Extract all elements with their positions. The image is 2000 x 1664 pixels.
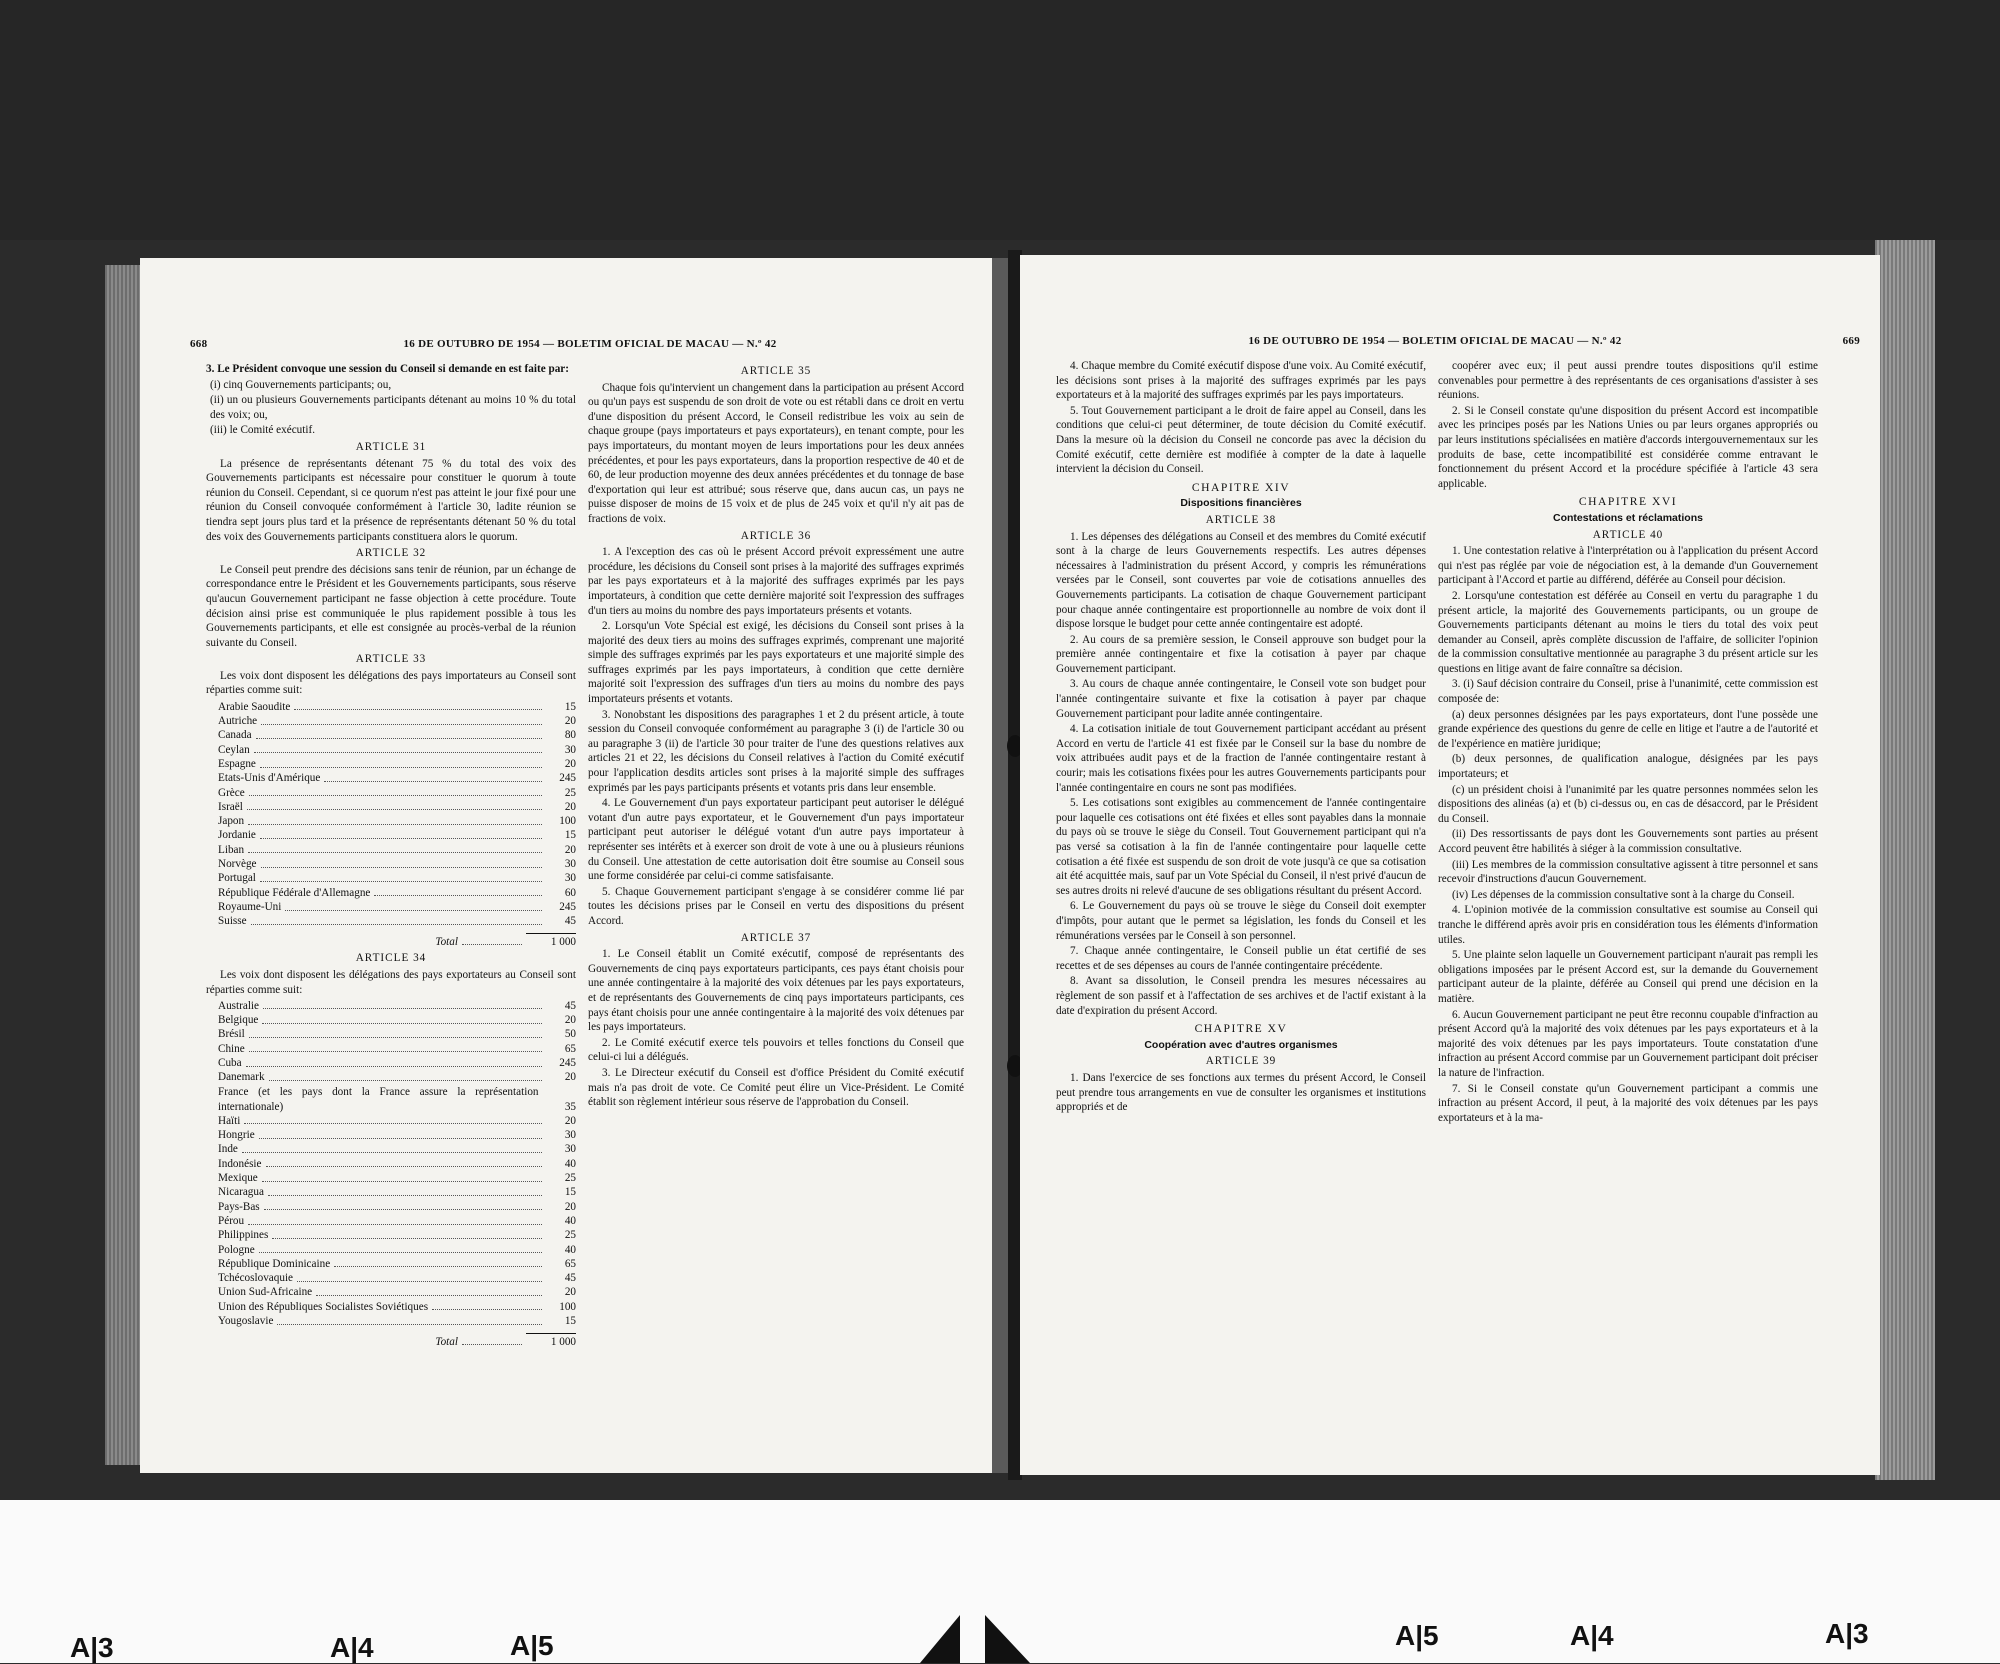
paragraphs [1438,359,1818,491]
vote-row [206,714,576,728]
paragraph: 1. Les dépenses des délégations au Conseil et des membres du Comité exécutif sont à la charge de leurs Gouvernements respectifs. Les autres dépenses nécessaires à l'administration du présent Accord, y compris les rémunérations versées par le Conseil, sont couvertes par voie de cotisations annuelles des Gouvernements participants. La cotisation de chaque Gouvernement participant pour chaque année contingentaire est proportionnelle au nombre de voix dont il dispose lorsque le budget pour cette année contingentaire est adopté. [1056,530,1426,631]
paragraph: 2. Lorsqu'un Vote Spécial est exigé, les décisions du Conseil sont prises à la majorité des deux tiers au moins des suffrages exprimés, comprenant une majorité simple des suffrages exprimés par les pays exportateurs et une majorité simple des suffrages exprimés par les pays importateurs, à condition que cette dernière majorité soit l'expression des suffrages d'un tiers au moins du nombre des pays importateurs présents et votants. [588,620,964,706]
article-text: Chaque fois qu'intervient un changement dans la participation au présent Accord ou qu'un pays est suspendu de son droit de vote ou est rétabli dans ce droit en vertu d'une disposition du présent Accord, le Conseil redistribue les voix au sein de chaque groupe (pays importateurs et pays exportateurs), en tenant compte, pour les pays importateurs, du montant moyen de leurs importations pour les deux années précédentes, et pour les pays exportateurs, dans la proportion respective de 40 et de 60, de leur production moyenne des deux années précédentes et du tonnage de base d'exportation qui leur est attribué; sous réserve que, dans aucun cas, un pays ne puisse disposer de moins de 15 voix et de plus de 245 voix et qu'il n'y ait pas de fractions de voix. [588,381,964,525]
country-name: Autriche [218,715,258,728]
vote-count: 20 [564,1071,576,1084]
paragraph: 1. Une contestation relative à l'interprétation ou à l'application du présent Accord qui n'est pas réglée par voie de négociation est, à la demande d'un Gouvernement participant à l'Accord et partie au différend, déférée au Conseil pour décision. [1438,545,1818,587]
vote-row [206,800,576,814]
country-name: Haïti [218,1114,241,1127]
right-column-2 [1438,359,1818,1126]
article-heading: ARTICLE 33 [355,653,427,666]
vote-row [206,1171,576,1185]
vote-row [206,1085,576,1114]
vote-count: 15 [564,1186,576,1199]
article-text: La présence de représentants détenant 75 % du total des voix des Gouvernements participants est nécessaire pour constituer le quorum à toute réunion du Conseil. Cependant, si ce quorum n'est pas atteint le jour fixé pour une réunion du Conseil convoquée conformément à l'article 30, ladite réunion se tiendra sept jours plus tard et la présence de représentants détenant 50 % du total des voix des Gouvernements participants constituera alors le quorum. [206,457,576,543]
vote-row [206,1056,576,1070]
vote-count: 30 [564,1129,576,1142]
right-page-number: 669 [1842,335,1860,347]
total-value: 1 000 [526,933,576,950]
article-37-paragraphs [588,947,964,1110]
right-running-header [1070,335,1860,351]
paragraph: (iii) Les membres de la commission consultative agissent à titre personnel et sans recevoir d'instructions d'aucun Gouvernement. [1438,858,1818,886]
vote-row [206,1300,576,1314]
country-name: Hongrie [218,1129,255,1142]
vote-row [206,772,576,786]
vote-count: 20 [564,1200,576,1213]
article-text: Les voix dont disposent les délégations des pays exportateurs au Conseil sont réparties comme suit: [206,969,576,996]
country-name: Union des Républiques Socialistes Soviétiques [218,1300,429,1313]
paragraph: 2. Le Comité exécutif exerce tels pouvoirs et telles fonctions du Conseil que celui-ci lui a délégués. [588,1036,964,1064]
vote-count: 30 [564,858,576,871]
vote-count: 30 [564,872,576,885]
country-name: Royaume-Uni [218,900,282,913]
vote-row [206,1114,576,1128]
vote-row [206,872,576,886]
vote-row [206,1243,576,1257]
paragraph: (iv) Les dépenses de la commission consultative sont à la charge du Conseil. [1452,888,1795,901]
country-name: Portugal [218,872,256,885]
scan-marker: A|4 [330,1632,374,1663]
vote-row [206,700,576,714]
paragraph: 5. Chaque Gouvernement participant s'engage à se considérer comme lié par toutes les décisions prises par le Conseil en vertu des dispositions du présent Accord. [588,885,964,927]
vote-row [206,1314,576,1328]
vote-row [206,1128,576,1142]
chapter-title: Dispositions financières [1180,497,1302,510]
paragraph: 8. Avant sa dissolution, le Conseil prendra les mesures nécessaires au règlement de son passif et à l'affectation de ses archives et de l'actif existant à la date d'expiration du présent Accord. [1056,975,1426,1017]
article-heading: ARTICLE 31 [355,440,427,453]
article-heading: ARTICLE 38 [1205,513,1277,526]
vote-count: 25 [564,1172,576,1185]
country-name: Danemark [218,1071,265,1084]
country-name: Indonésie [218,1157,262,1170]
exporters-vote-table [206,999,576,1328]
vote-count: 100 [559,1300,576,1313]
vote-count: 245 [559,772,576,785]
paragraph: 3. (i) Sauf décision contraire du Conseil, prise à l'unanimité, cette commission est composée de: [1438,678,1818,706]
article-text: Le Conseil peut prendre des décisions sans tenir de réunion, par un échange de correspondance entre le Président et les Gouvernements participants, sous réserve qu'aucun Gouvernement participant ne fasse objection à cette procédure. Toute décision ainsi prise est communiquée le plus rapidement possible à tous les Gouvernements participants, et elle est consignée au procès-verbal de la réunion suivante du Conseil. [206,563,576,649]
scan-marker: A|3 [70,1632,114,1663]
vote-count: 45 [564,999,576,1012]
book-edge-right [1875,240,1935,1480]
paragraph: 2. Au cours de sa première session, le Conseil approuve son budget pour la première année contingentaire et fixe la cotisation à payer par chaque Gouvernement participant. [1056,633,1426,675]
paragraph: 5. Tout Gouvernement participant a le droit de faire appel au Conseil, dans les conditions que celui-ci peut déterminer, de toute décision du Comité exécutif. Dans la mesure où la décision du Conseil ne concorde pas avec la décision du Comité exécutif, cette dernière est modifiée à compter de la date à laquelle intervient la décision du Conseil. [1056,404,1426,476]
total-label: Total [435,935,458,948]
binding-triangle-left [920,1615,960,1663]
vote-row [206,886,576,900]
vote-row [206,814,576,828]
country-name: Tchécoslovaquie [218,1272,294,1285]
total-label: Total [435,1335,458,1348]
article-40-paragraphs [1438,544,1818,1125]
vote-count: 30 [564,743,576,756]
right-column-1 [1056,359,1426,1116]
vote-row [206,999,576,1013]
vote-count: 45 [564,1272,576,1285]
country-name: Union Sud-Africaine [218,1286,313,1299]
scan-marker: A|4 [1570,1620,1614,1651]
country-name: Brésil [218,1028,245,1041]
paragraph: (c) un président choisi à l'unanimité par les quatre personnes nommées selon les dispositions des alinéas (a) et (b) ci-dessus ou, en cas de désaccord, par le Président du Conseil. [1438,783,1818,825]
vote-count: 80 [564,729,576,742]
country-name: Chine [218,1042,245,1055]
left-page-number: 668 [190,338,208,350]
country-name: Etats-Unis d'Amérique [218,772,321,785]
vote-row [206,1214,576,1228]
paragraph: 6. Aucun Gouvernement participant ne peut être reconnu coupable d'infraction au présent Accord qu'à la majorité des voix détenues par les pays exportateurs et à la majorité des voix détenues par les pays importateurs. Toute constatation d'une infraction au présent Accord commise par un Gouvernement participant doit préciser la nature de l'infraction. [1438,1008,1818,1079]
paragraph: (a) deux personnes désignées par les pays exportateurs, dont l'une possède une grande expérience des questions du genre de celle en litige et l'autre a de l'autorité et de l'expérience en matière juridique; [1438,708,1818,750]
paragraph: 3. Le Directeur exécutif du Conseil est d'office Président du Comité exécutif mais n'a pas droit de vote. Ce Comité peut élire un Vice-Président. Le Comité établit son règlement intérieur sous réserve de l'approbation du Conseil. [588,1066,964,1109]
chapter-title: Contestations et réclamations [1553,511,1703,524]
country-name: Arabie Saoudite [218,700,291,713]
vote-row [206,729,576,743]
country-name: Inde [218,1143,238,1156]
chapter-heading: CHAPITRE XVI [1578,495,1678,509]
article-text: 1. Dans l'exercice de ses fonctions aux termes du présent Accord, le Conseil peut prendre tous arrangements en vue de consulter les organismes et institutions appropriés et de [1056,1071,1426,1114]
vote-count: 15 [564,1315,576,1328]
scan-marker: A|3 [1825,1618,1869,1649]
vote-row [206,1257,576,1271]
country-name: Jordanie [218,829,256,842]
vote-count: 20 [564,1114,576,1127]
paragraph: 1. Le Conseil établit un Comité exécutif, composé de représentants des Gouvernements de cinq pays exportateurs participants, ces pays étant choisis pour une année contingentaire à la majorité des voix détenues par les pays exportateurs, et de représentants des Gouvernements de cinq pays importateurs participants, ces pays étant choisis pour une année contingentaire à la majorité des voix détenues par les pays importateurs. [588,948,964,1034]
paragraph: coopérer avec eux; il peut aussi prendre toutes dispositions qu'il estime convenables pour permettre à des représentants de ces organisations d'assister à ses réunions. [1438,360,1818,402]
article-heading: ARTICLE 37 [740,931,812,944]
vote-count: 40 [564,1214,576,1227]
paragraph: 4. La cotisation initiale de tout Gouvernement participant accédant au présent Accord en vertu de l'article 41 est fixée par le Conseil sur la base du nombre de voix attribuées audit pays et de la fraction de l'année contingentaire restant à courir; mais les cotisations fixées pour les autres Gouvernements participants pour l'année contingentaire en cours ne sont pas modifiées. [1056,723,1426,794]
country-name: Nicaragua [218,1186,264,1199]
chapter-title: Coopération avec d'autres organismes [1144,1038,1338,1051]
vote-count: 40 [564,1243,576,1256]
vote-row [206,915,576,929]
vote-row [206,786,576,800]
vote-row [206,900,576,914]
right-page [1020,255,1880,1475]
vote-count: 40 [564,1157,576,1170]
paragraph: 4. Chaque membre du Comité exécutif dispose d'une voix. Au Comité exécutif, les décisions sont prises à la majorité des suffrages exprimés par les pays exportateurs et à la majorité des suffrages exprimés par les pays importateurs. [1056,360,1426,402]
paragraph: 4. Le Gouvernement d'un pays exportateur participant peut autoriser le délégué votant d'un autre pays exportateur, et le Gouvernement d'un pays importateur participant peut autoriser le délégué votant d'un autre pays importateur à représenter ses intérêts et à exercer son droit de vote à une ou à plusieurs réunions du Conseil. Une attestation de cette autorisation doit être soumise au Conseil sous une forme considérée par celui-ci comme satisfaisante. [588,797,964,883]
vote-count: 100 [559,815,576,828]
scan-background-top [0,0,2000,240]
left-running-title: 16 DE OUTUBRO DE 1954 — BOLETIM OFICIAL DE MACAU — N.º 42 [403,338,777,350]
country-name: Ceylan [218,743,250,756]
vote-count: 65 [564,1257,576,1270]
country-name: Canada [218,729,252,742]
country-name: Norvège [218,858,257,871]
vote-count: 50 [564,1028,576,1041]
paragraph: 6. Le Gouvernement du pays où se trouve le siège du Conseil doit exempter d'impôts, pour autant que le permet sa législation, les fonds du Conseil et les rémunérations versées par le Conseil à son personnel. [1056,900,1426,942]
vote-count: 45 [564,915,576,928]
vote-row [206,1286,576,1300]
paragraph: (ii) Des ressortissants de pays dont les Gouvernements sont parties au présent Accord peuvent être habilités à siéger à la commission consultative. [1438,828,1818,855]
country-name: Grèce [218,786,245,799]
article-heading: ARTICLE 40 [1592,528,1664,541]
chapter-heading: CHAPITRE XV [1194,1022,1288,1036]
vote-row [206,829,576,843]
importers-vote-table [206,700,576,929]
vote-row [206,857,576,871]
vote-count: 25 [564,786,576,799]
book-edge-left [105,265,145,1465]
paragraph: 1. A l'exception des cas où le présent Accord prévoit expressément une autre procédure, les décisions du Conseil sont prises à la majorité des suffrages exprimés par les pays exportateurs et à la majorité des suffrages exprimés par les pays importateurs, à condition que cette dernière majorité soit l'expression des suffrages d'un tiers au moins du nombre des pays importateurs présents et votants. [588,546,964,617]
paragraph: 5. Une plainte selon laquelle un Gouvernement participant n'aurait pas rempli les obligations imposées par le présent Accord est, sur la demande du Gouvernement participant auteur de la plainte, déférée au Conseil qui prend une décision en la matière. [1438,949,1818,1005]
country-name: Mexique [218,1172,258,1185]
binding-triangle-right [985,1615,1030,1663]
scan-marker: A|5 [510,1630,554,1661]
vote-count: 20 [564,715,576,728]
country-name: Israël [218,800,243,813]
vote-row [206,1271,576,1285]
article-38-paragraphs [1056,530,1426,1019]
vote-count: 20 [564,1286,576,1299]
exporters-total-row [206,1333,576,1350]
vote-row [206,843,576,857]
article-heading: ARTICLE 32 [355,547,427,560]
country-name: Belgique [218,1014,259,1027]
left-running-header [190,338,990,354]
vote-count: 65 [564,1042,576,1055]
right-running-title: 16 DE OUTUBRO DE 1954 — BOLETIM OFICIAL DE MACAU — N.º 42 [1248,335,1622,347]
vote-count: 245 [559,1057,576,1070]
country-name: Philippines [218,1229,269,1242]
country-name: Espagne [218,757,256,770]
country-name: Suisse [218,915,247,928]
paragraphs [1056,359,1426,477]
vote-row [206,1013,576,1027]
article-heading: ARTICLE 36 [740,529,812,542]
article-36-paragraphs [588,545,964,928]
intro-item: (i) cinq Gouvernements participants; ou, [210,378,392,391]
vote-count: 25 [564,1229,576,1242]
paragraph: (b) deux personnes, de qualification analogue, désignées par les pays importateurs; et [1438,753,1818,781]
importers-total-row [206,933,576,950]
vote-count: 20 [564,800,576,813]
vote-row [206,757,576,771]
paragraph: 5. Les cotisations sont exigibles au commencement de l'année contingentaire pour laquelle ces cotisations ont été fixées et elles sont payables dans la monnaie du pays où se trouve le siège du Conseil. Tout Gouvernement participant qui n'a pas versé sa cotisation à la fin de l'année contingentaire pour laquelle cette cotisation a été fixée est suspendu de son droit de vote jusqu'à ce que sa cotisation ait été acquittée mais, sauf par un Vote Spécial du Conseil, il n'est privé d'aucun de ses autres droits ni relevé d'aucune de ses obligations résultant du présent Accord. [1056,797,1426,897]
article-heading: ARTICLE 39 [1205,1055,1277,1068]
left-column-1 [206,362,576,1349]
paragraph: 2. Si le Conseil constate qu'une disposition du présent Accord est incompatible avec les principes posés par les Nations Unies ou par leurs organes appropriés ou par leurs institutions spécialisées en matière d'accords intergouvernementaux sur les produits de base, cette incompatibilité est considérée comme entravant le fonctionnement du présent Accord et la procédure spécifiée à l'article 43 sera applicable. [1438,404,1818,490]
paragraph: 7. Si le Conseil constate qu'un Gouvernement participant a commis une infraction au présent Accord, il peut, à la majorité des voix détenues par les pays exportateurs et à la ma- [1438,1082,1818,1124]
paragraph: 3. Nonobstant les dispositions des paragraphes 1 et 2 du présent article, à toute session du Conseil convoquée conformément au paragraphe 3 (i) de l'article 30 ou au paragraphe 3 (ii) de l'article 30 pour traiter de l'une des questions relatives aux articles 21 et 22, les décisions du Conseil relatives à l'action du Comité exécutif pour l'application desdits articles sont prises à la majorité simple des suffrages exprimés par les pays participants présents et votants pris dans leur ensemble. [588,708,964,794]
vote-count: 15 [564,829,576,842]
country-name: Cuba [218,1057,242,1070]
vote-count: 20 [564,757,576,770]
chapter-heading: CHAPITRE XIV [1191,480,1291,494]
paragraph: 3. Au cours de chaque année contingentaire, le Conseil vote son budget pour l'année contingentaire suivante et fixe la cotisation à payer par chaque Gouvernement participant pour ladite année contingentaire. [1056,678,1426,720]
vote-count: 20 [564,1014,576,1027]
paragraph: 2. Lorsqu'une contestation est déférée au Conseil en vertu du paragraphe 1 du présent article, la majorité des Gouvernements participants, ou un groupe de Gouvernements participants détenant au moins le tiers du total des voix peut demander au Conseil, après complète discussion de l'affaire, de solliciter l'opinion de la commission consultative mentionnée au paragraphe 3 du présent article sur les questions en litige avant de faire connaître sa décision. [1438,589,1818,675]
vote-row [206,1042,576,1056]
country-name: Yougoslavie [218,1315,274,1328]
left-column-2 [588,362,964,1111]
intro-item: (ii) un ou plusieurs Gouvernements participants détenant au moins 10 % du total des voix; ou, [210,394,576,421]
session-intro: 3. Le Président convoque une session du Conseil si demande en est faite par: [206,363,569,375]
country-name: Pays-Bas [218,1200,260,1213]
country-name: République Dominicaine [218,1257,331,1270]
vote-row [206,1200,576,1214]
country-name: France (et les pays dont la France assure la représentation internationale) [218,1085,539,1113]
vote-row [206,1157,576,1171]
vote-row [206,1186,576,1200]
vote-count: 35 [564,1100,576,1113]
scan-marker: A|5 [1395,1620,1439,1651]
country-name: Australie [218,999,260,1012]
vote-count: 20 [564,843,576,856]
country-name: République Fédérale d'Allemagne [218,886,371,899]
vote-count: 30 [564,1143,576,1156]
article-heading: ARTICLE 34 [355,952,427,965]
intro-item: (iii) le Comité exécutif. [210,424,316,437]
vote-count: 60 [564,886,576,899]
paragraph: 7. Chaque année contingentaire, le Conseil publie un état certifié de ses recettes et de ses dépenses au cours de l'année contingentaire précédente. [1056,945,1426,972]
vote-count: 245 [559,900,576,913]
paragraph: 4. L'opinion motivée de la commission consultative est soumise au Conseil qui tranche le différend après avoir pris en considération tous les éléments d'information utiles. [1438,904,1818,946]
vote-row [206,1028,576,1042]
vote-row [206,743,576,757]
vote-row [206,1071,576,1085]
vote-row [206,1143,576,1157]
total-value: 1 000 [526,1333,576,1350]
country-name: Pérou [218,1214,245,1227]
country-name: Japon [218,815,245,828]
country-name: Pologne [218,1243,255,1256]
vote-row [206,1229,576,1243]
article-heading: ARTICLE 35 [740,365,812,377]
article-text: Les voix dont disposent les délégations des pays importateurs au Conseil sont réparties comme suit: [206,669,576,697]
left-page [140,258,1010,1473]
country-name: Liban [218,843,245,856]
vote-count: 15 [564,700,576,713]
